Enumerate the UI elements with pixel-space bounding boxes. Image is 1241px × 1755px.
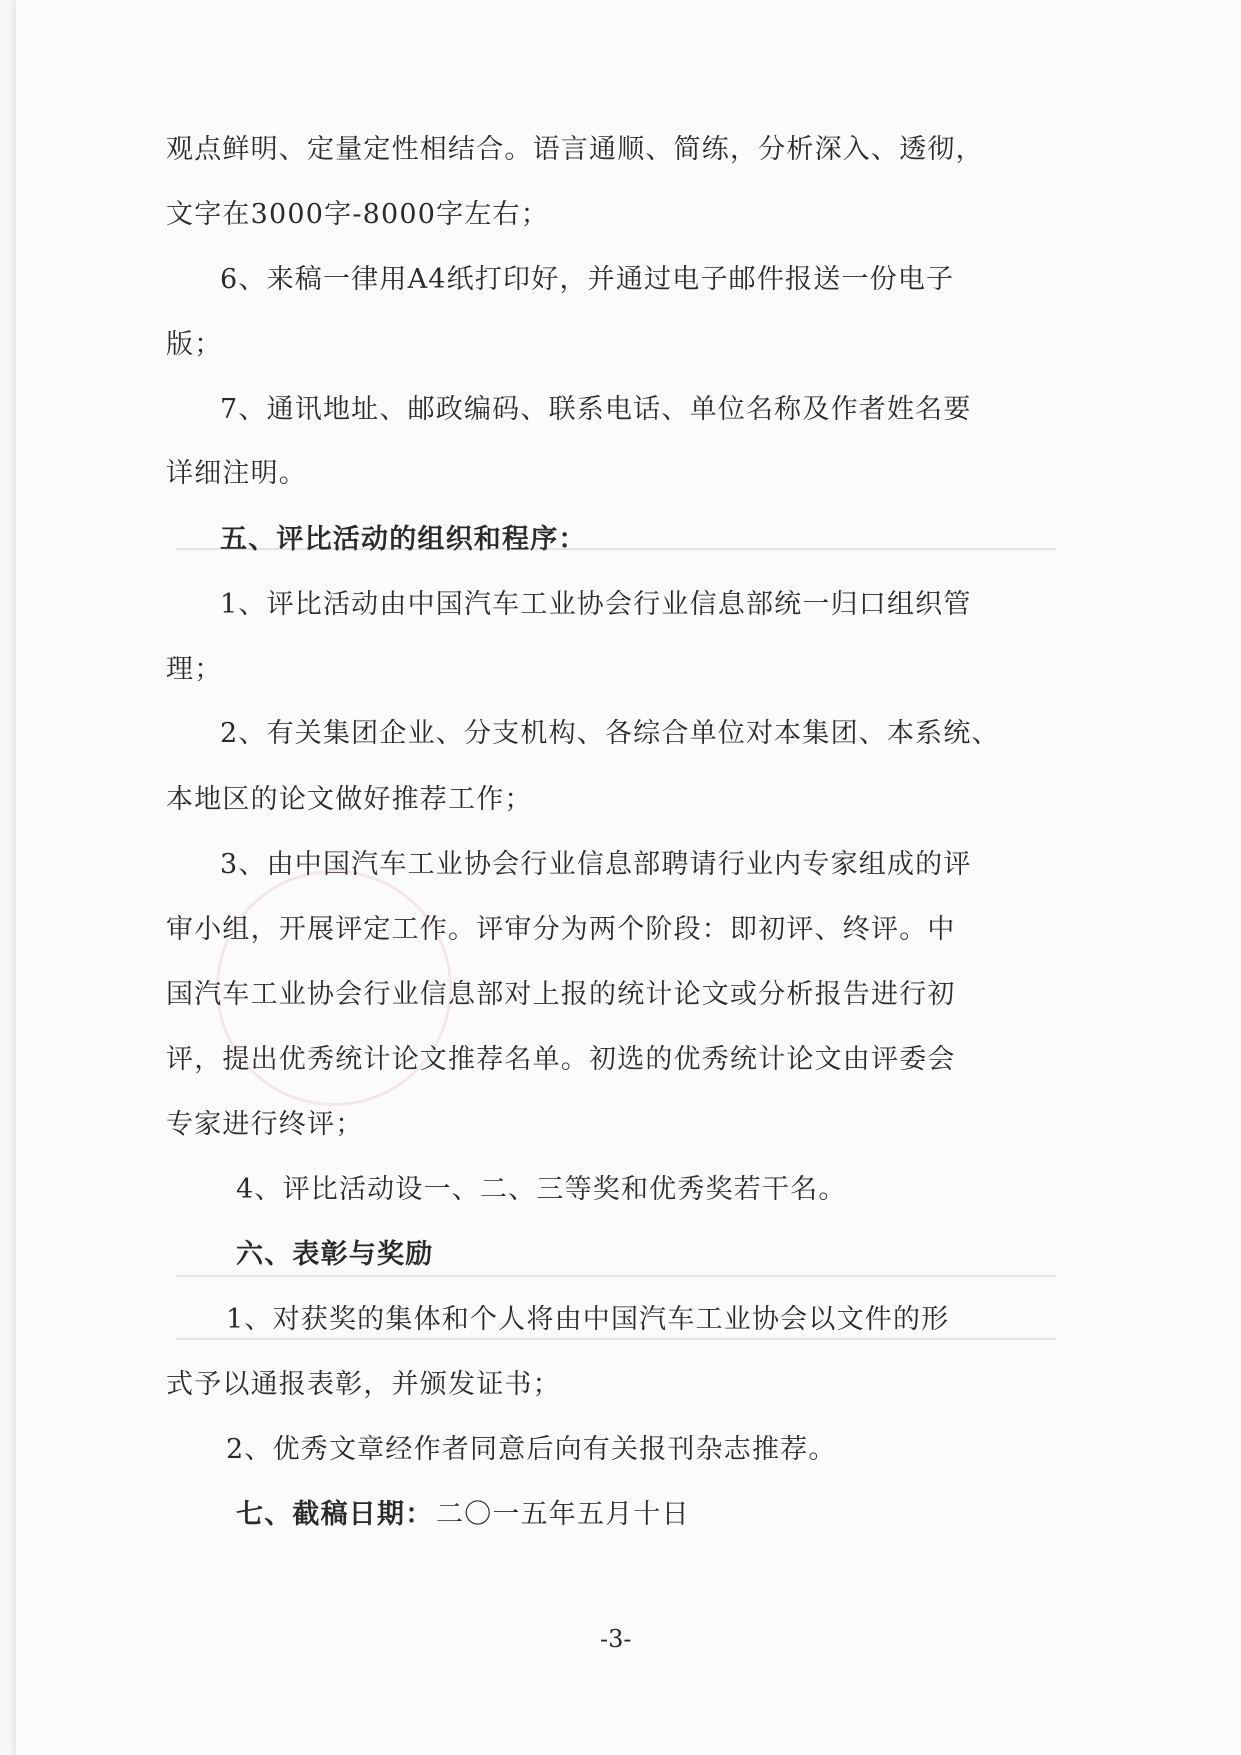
deadline-date: 二〇一五年五月十日 bbox=[436, 1499, 690, 1530]
body-line: 7、通讯地址、邮政编码、联系电话、单位名称及作者姓名要 bbox=[220, 394, 972, 425]
body-line: 观点鲜明、定量定性相结合。语言通顺、简练，分析深入、透彻， bbox=[166, 134, 984, 165]
section-heading: 七、截稿日期： bbox=[236, 1499, 434, 1530]
page-number: -3- bbox=[600, 1625, 632, 1653]
body-line: 版； bbox=[166, 329, 223, 360]
body-line: 专家进行终评； bbox=[166, 1109, 364, 1140]
body-line: 1、对获奖的集体和个人将由中国汽车工业协会以文件的形 bbox=[226, 1304, 950, 1335]
body-line: 1、评比活动由中国汽车工业协会行业信息部统一归口组织管 bbox=[220, 589, 972, 620]
body-line: 6、来稿一律用A4纸打印好，并通过电子邮件报送一份电子 bbox=[220, 264, 955, 295]
body-line: 评，提出优秀统计论文推荐名单。初选的优秀统计论文由评委会 bbox=[166, 1044, 956, 1075]
bleed-through-rule bbox=[176, 1338, 1056, 1340]
section-heading: 六、表彰与奖励 bbox=[236, 1239, 434, 1270]
body-line: 2、优秀文章经作者同意后向有关报刊杂志推荐。 bbox=[226, 1434, 837, 1465]
document-page bbox=[16, 0, 1241, 1755]
body-line: 4、评比活动设一、二、三等奖和优秀奖若干名。 bbox=[236, 1174, 847, 1205]
body-line: 理； bbox=[166, 654, 223, 685]
body-line: 本地区的论文做好推荐工作； bbox=[166, 784, 533, 815]
body-line: 审小组，开展评定工作。评审分为两个阶段：即初评、终评。中 bbox=[166, 914, 956, 945]
body-line: 详细注明。 bbox=[166, 458, 307, 489]
body-line: 式予以通报表彰，并颁发证书； bbox=[166, 1369, 561, 1400]
body-line: 3、由中国汽车工业协会行业信息部聘请行业内专家组成的评 bbox=[220, 849, 972, 880]
body-line: 2、有关集团企业、分支机构、各综合单位对本集团、本系统、 bbox=[220, 718, 1000, 749]
body-line: 国汽车工业协会行业信息部对上报的统计论文或分析报告进行初 bbox=[166, 979, 956, 1010]
body-line: 文字在3000字-8000字左右； bbox=[166, 199, 549, 230]
bleed-through-rule bbox=[176, 1275, 1056, 1277]
section-heading: 五、评比活动的组织和程序： bbox=[220, 524, 587, 555]
